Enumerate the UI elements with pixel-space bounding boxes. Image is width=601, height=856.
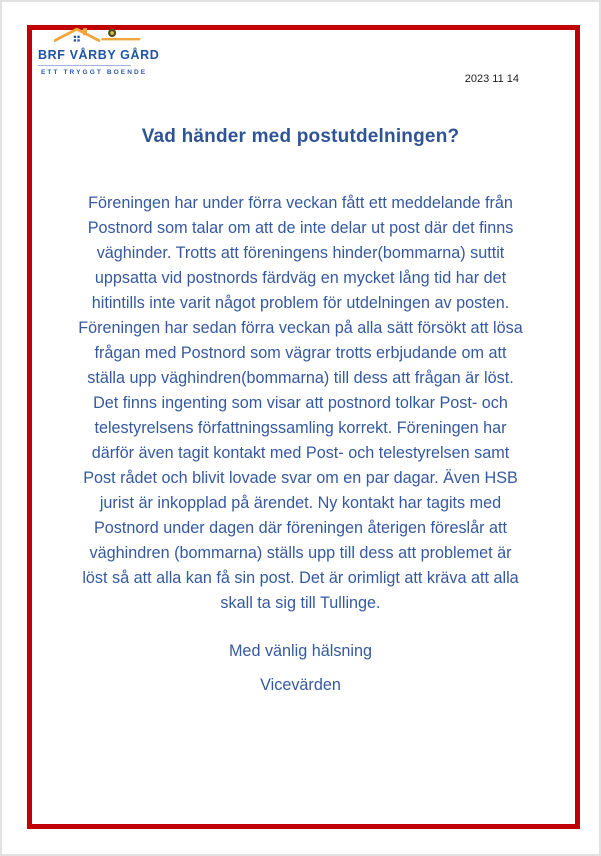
- body-line: väghinder. Trotts att föreningens hinder(bommarna) suttit: [96, 244, 505, 262]
- house-roof-sun-icon: [54, 27, 142, 47]
- letter-body: [78, 191, 523, 616]
- body-line: Föreningen har sedan förra veckan på alla sätt försökt att lösa: [78, 319, 523, 337]
- body-line: hitintills inte varit något problem för utdelningen av posten.: [91, 294, 510, 312]
- body-line: jurist är inkopplad på ärendet. Ny kontakt har tagits med: [99, 494, 502, 512]
- body-line: skall ta sig till Tullinge.: [220, 594, 381, 612]
- document-title: Vad händer med postutdelningen?: [141, 126, 460, 147]
- body-line: därför även tagit kontakt med Post- och telestyrelsen samt: [91, 444, 510, 462]
- logo-brand-text: BRF VÅRBY GÅRD: [38, 48, 160, 62]
- closing-signature: Vicevärden: [260, 676, 341, 694]
- document-date: 2023 11 14: [464, 73, 519, 85]
- body-line: Föreningen har under förra veckan fått ett meddelande från: [88, 194, 513, 212]
- body-line: väghindren (bommarna) ställs upp till dess att problemet är: [89, 544, 512, 562]
- closing-greeting: Med vänlig hälsning: [228, 642, 373, 660]
- body-line: löst så att alla kan få sin post. Det är orimligt att kräva att alla: [82, 569, 519, 587]
- letter-closing: [2, 639, 599, 697]
- logo-tagline: ETT TRYGGT BOENDE: [41, 69, 148, 76]
- body-line: Det finns ingenting som visar att postnord tolkar Post- och: [93, 394, 508, 412]
- logo-divider-line: [38, 65, 131, 66]
- body-line: uppsatta vid postnords färdväg en mycket lång tid har det: [94, 269, 507, 287]
- body-line: telestyrelsens författningssamling korrekt. Föreningen har: [94, 419, 507, 437]
- body-line: Postnord under dagen där föreningen återigen föreslår att: [93, 519, 508, 537]
- body-line: frågan med Postnord som vägrar trotts erbjudande om att: [94, 344, 507, 362]
- body-line: Post rådet och blivit lovade svar om en par dagar. Även HSB: [83, 469, 518, 487]
- brf-varby-gard-logo: [38, 27, 160, 76]
- body-line: ställa upp väghindren(bommarna) till dess att frågan är löst.: [87, 369, 514, 387]
- body-line: Postnord som talar om att de inte delar ut post där det finns: [87, 219, 514, 237]
